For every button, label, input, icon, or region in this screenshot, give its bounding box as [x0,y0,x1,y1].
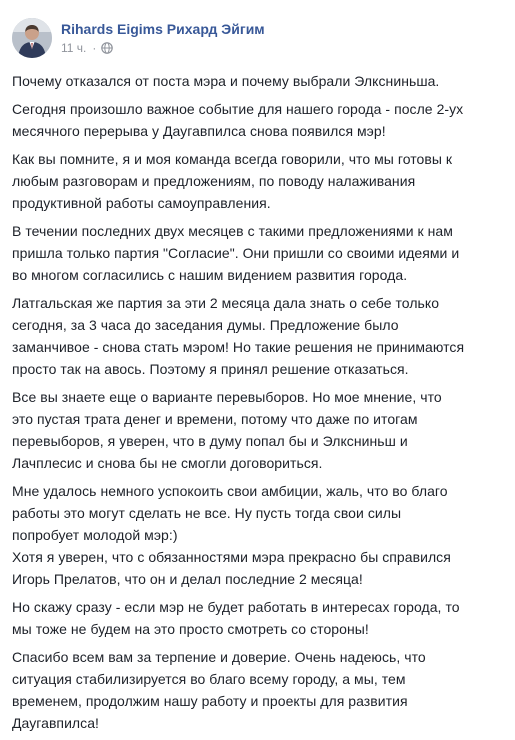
post-paragraph: Латгальская же партия за эти 2 месяца дала знать о себе только сегодня, за 3 часа до заседания думы. Предложение было заманчивое - снова стать мэром! Но такие решения не принимаются просто так на авось. Поэтому я принял решение отказаться. [12,295,465,377]
separator-dot: · [92,41,97,55]
post-paragraph: Спасибо всем вам за терпение и доверие. Очень надеюсь, что ситуация стабилизируется во благо всему городу, а мы, тем временем, продолжим нашу работу и проекты для развития Даугавпилса! [12,649,426,731]
post-header [12,18,265,62]
globe-icon[interactable] [101,42,113,54]
author-name[interactable]: Rihards Eigims Рихард Эйгим [61,21,265,37]
post-paragraph: В течении последних двух месяцев с такими предложениями к нам пришла только партия "Согласие". Они пришли со своими идеями и во многом согласились с нашим видением развития города. [12,223,460,283]
post-paragraph: Мне удалось немного успокоить свои амбиции, жаль, что во благо работы это могут сделать не все. Ну пусть тогда свои силы попробует молодой мэр:) Хотя я уверен, что с обязанностями мэра прекрасно бы справился Игорь Прелатов, что он и делал последние 2 месяца! [12,483,451,587]
post-paragraph: Все вы знаете еще о варианте перевыборов. Но мое мнение, что это пустая трата денег и времени, потому что даже по итогам перевыборов, я уверен, что в думу попал бы и Элксниньш и Лачплесис и снова бы не смогли договориться. [12,389,442,471]
post-body [12,70,512,740]
post-paragraph-title: Почему отказался от поста мэра и почему выбрали Элксниньша. [12,73,440,89]
post-timestamp[interactable]: 11 ч. [61,41,87,55]
post-paragraph: Сегодня произошло важное событие для нашего города - после 2-ух месячного перерыва у Даугавпилса снова появился мэр! [12,101,464,139]
avatar[interactable] [12,18,52,58]
post-subline [61,41,265,55]
post-meta [61,18,265,55]
avatar-image [12,18,52,58]
post-paragraph: Но скажу сразу - если мэр не будет работать в интересах города, то мы тоже не будем на это просто смотреть со стороны! [12,599,460,637]
post-paragraph: Как вы помните, я и моя команда всегда говорили, что мы готовы к любым разговорам и предложениям, по поводу налаживания продуктивной работы самоуправления. [12,151,453,211]
